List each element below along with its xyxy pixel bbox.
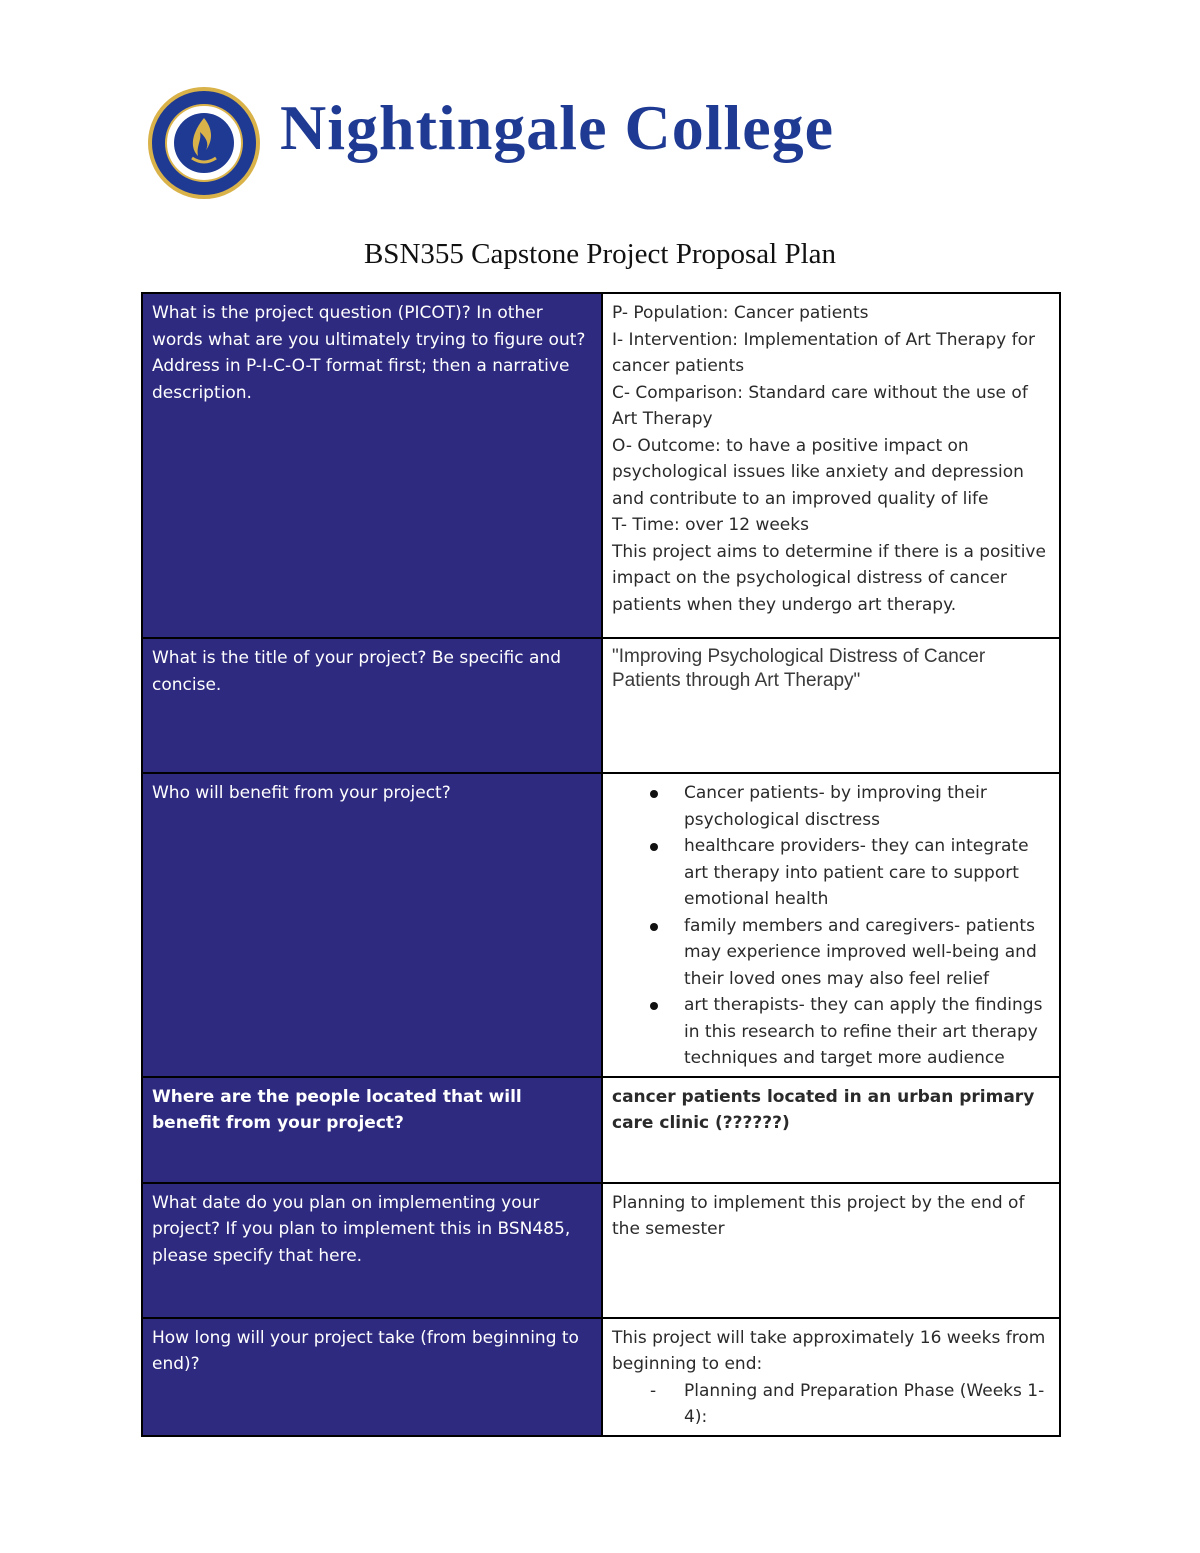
table-row <box>142 1318 1060 1436</box>
answer-cell <box>602 1318 1060 1436</box>
phase-list <box>612 1378 1050 1431</box>
list-item: Cancer patients- by improving their psychological disctress <box>642 780 1050 833</box>
table-row <box>142 293 1060 638</box>
table-row <box>142 1183 1060 1318</box>
proposal-table <box>141 292 1061 1437</box>
list-item: art therapists- they can apply the findings in this research to refine their art therapy techniques and target more audience <box>642 992 1050 1072</box>
question-cell: What is the project question (PICOT)? In other words what are you ultimately trying to figure out? Address in P-I-C-O-T format first; then a narrative description. <box>142 293 602 638</box>
picot-outcome: O- Outcome: to have a positive impact on psychological issues like anxiety and depression and contribute to an improved quality of life <box>612 435 1024 509</box>
project-title-answer: "Improving Psychological Distress of Cancer Patients through Art Therapy" <box>612 646 986 691</box>
question-cell: Who will benefit from your project? <box>142 773 602 1077</box>
list-item: - Planning and Preparation Phase (Weeks 1-4): <box>642 1378 1050 1431</box>
college-name: Nightingale College <box>280 92 835 163</box>
list-item: family members and caregivers- patients may experience improved well-being and their loved ones may also feel relief <box>642 913 1050 993</box>
question-cell: How long will your project take (from beginning to end)? <box>142 1318 602 1436</box>
document-title: BSN355 Capstone Project Proposal Plan <box>363 238 837 270</box>
answer-cell <box>602 638 1060 773</box>
answer-cell: Planning to implement this project by the end of the semester <box>602 1183 1060 1318</box>
question-cell: Where are the people located that will benefit from your project? <box>142 1077 602 1183</box>
picot-time: T- Time: over 12 weeks <box>612 515 809 535</box>
beneficiaries-list <box>612 780 1050 1072</box>
picot-population: P- Population: Cancer patients <box>612 303 869 323</box>
table-row <box>142 773 1060 1077</box>
question-cell: What date do you plan on implementing your project? If you plan to implement this in BSN485, please specify that here. <box>142 1183 602 1318</box>
answer-cell <box>602 293 1060 638</box>
duration-answer: This project will take approximately 16 weeks from beginning to end: <box>612 1327 1046 1374</box>
list-item: healthcare providers- they can integrate art therapy into patient care to support emotional health <box>642 833 1050 913</box>
picot-comparison: C- Comparison: Standard care without the use of Art Therapy <box>612 382 1028 429</box>
table-row <box>142 1077 1060 1183</box>
table-row <box>142 638 1060 773</box>
answer-cell <box>602 773 1060 1077</box>
question-cell: What is the title of your project? Be specific and concise. <box>142 638 602 773</box>
answer-cell: cancer patients located in an urban primary care clinic (??????) <box>602 1077 1060 1183</box>
picot-intervention: I- Intervention: Implementation of Art Therapy for cancer patients <box>612 329 1035 376</box>
picot-narrative: This project aims to determine if there is a positive impact on the psychological distress of cancer patients when they undergo art therapy. <box>612 541 1046 615</box>
